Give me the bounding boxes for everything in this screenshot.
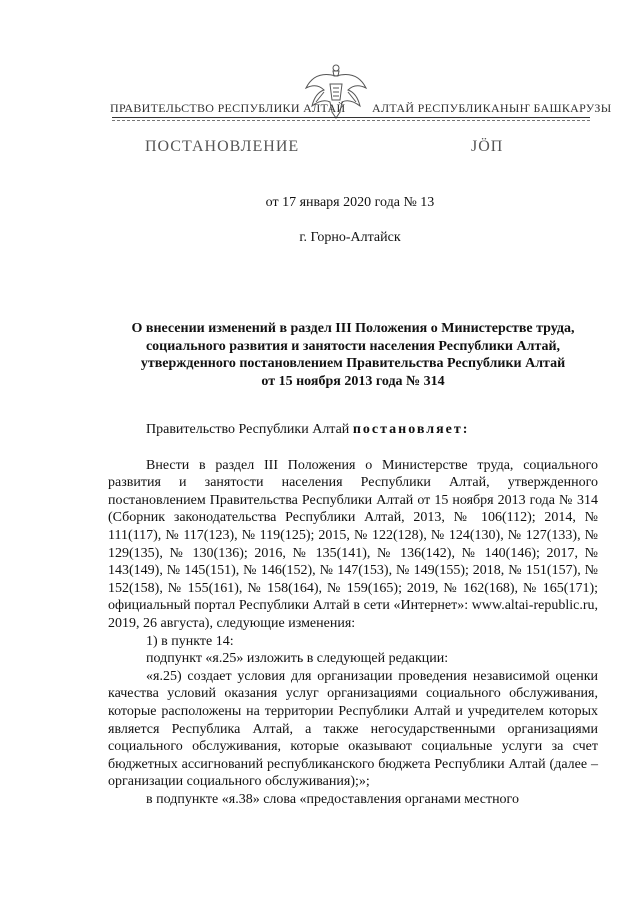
government-name-ru: ПРАВИТЕЛЬСТВО РЕСПУБЛИКИ АЛТАЙ xyxy=(110,101,346,115)
document-body xyxy=(108,421,598,808)
government-name-altai: АЛТАЙ РЕСПУБЛИКАНЫҤ БАШКАРУЗЫ xyxy=(372,101,612,115)
paragraph: подпункт «я.25» изложить в следующей редакции: xyxy=(146,651,449,667)
decree-statement xyxy=(108,421,598,439)
heading-line: О внесении изменений в раздел III Положения о Министерстве труда, xyxy=(131,321,575,336)
date-number: от 17 января 2020 года № 13 xyxy=(265,195,435,210)
header-rule-thin xyxy=(112,120,590,121)
heading-line: социального развития и занятости населения Республики Алтай, xyxy=(145,338,561,354)
heading-line: от 15 ноября 2013 года № 314 xyxy=(261,373,445,389)
doc-type-altai: ЈӦП xyxy=(471,138,504,155)
header-rule-thick xyxy=(112,117,590,118)
decree-word: постановляет: xyxy=(352,422,470,437)
document-heading xyxy=(108,320,598,390)
city: г. Горно-Алтайск xyxy=(299,230,401,245)
heading-line: утвержденного постановлением Правительства Республики Алтай xyxy=(140,356,566,371)
paragraph: Внести в раздел III Положения о Министерстве труда, социального развития и занятости населения Республики Алтай, утвержденного постановлением Правительства Республики Алтай от 15 ноября 2013 года № 314 (Сборник законодательства Республики Алтай, 2013, № 106(112); 2014, № 111(117), № 117(123), № 119(125); 2015, № 122(128), № 124(130), № 127(133), № 129(135), № 130(136); 2016, № 135(141), № 136(142), № 140(146); 2017, № 143(149), № 145(151), № 146(152), № 147(153), № 149(155); 2018, № 151(157), № 152(158), № 155(161), № 158(164), № 159(165); 2019, № 162(168), № 165(171); официальный портал Республики Алтай в сети «Интернет»: www.altai-republic.ru, 2019, 26 августа), следующие изменения: xyxy=(108,457,598,631)
paragraph: в подпункте «я.38» слова «предоставления органами местного xyxy=(146,791,519,807)
decree-prefix: Правительство Республики Алтай xyxy=(146,422,353,437)
doc-type-ru: ПОСТАНОВЛЕНИЕ xyxy=(145,138,300,155)
paragraph: «я.25) создает условия для организации проведения независимой оценки качества условий оказания услуг организациями социального обслуживания, которые расположены на территории Республики Алтай и учредителем которых является Республика Алтай, а также негосударственными организациями социального обслуживания, которые оказывают социальные услуги за счет бюджетных ассигнований республиканского бюджета Республики Алтай (далее – организации социального обслуживания);»; xyxy=(108,668,598,790)
paragraph: 1) в пункте 14: xyxy=(146,633,234,649)
